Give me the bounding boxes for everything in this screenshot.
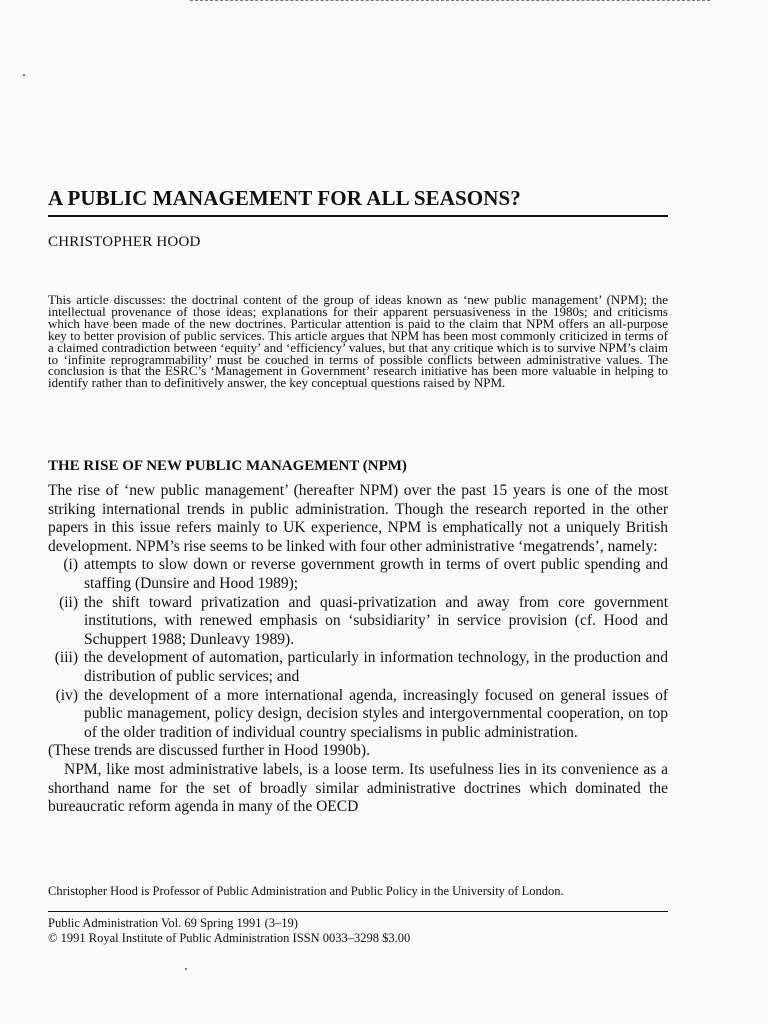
list-item-text: the development of automation, particularly in information technology, in the production and distribution of public services; and <box>84 649 668 685</box>
footer-rule <box>48 911 668 912</box>
list-item <box>48 687 668 743</box>
list-item-number: (iv) <box>55 686 78 704</box>
list-item-text: the shift toward privatization and quasi-privatization and away from core government institutions, with renewed emphasis on ‘subsidiarity’ in service provision (cf. Hood and Schuppert 1988; Dunleavy 1989). <box>84 593 668 648</box>
author-name: CHRISTOPHER HOOD <box>48 234 201 250</box>
article-title: A PUBLIC MANAGEMENT FOR ALL SEASONS? <box>48 186 521 210</box>
list-item-number: (i) <box>63 556 78 574</box>
journal-info <box>48 916 410 946</box>
journal-citation: Public Administration Vol. 69 Spring 1991 (3–19) <box>48 916 298 930</box>
list-item-number: (ii) <box>59 593 78 611</box>
article-body <box>48 482 668 817</box>
list-item <box>48 556 668 593</box>
megatrends-list <box>48 556 668 742</box>
title-rule <box>48 215 668 217</box>
abstract <box>48 294 668 389</box>
list-item-number: (iii) <box>54 649 78 667</box>
list-item-text: the development of a more international agenda, increasingly focused on general issues of public management, policy design, decision styles and intergovernmental cooperation, on top of the older tradition of individual country specialisms in public administration. <box>84 686 668 741</box>
copyright-notice: © 1991 Royal Institute of Public Administration ISSN 0033–3298 $3.00 <box>48 931 411 945</box>
scan-speck <box>23 74 25 76</box>
closing-paragraph: NPM, like most administrative labels, is a loose term. Its usefulness lies in its convenience as a shorthand name for the set of broadly similar administrative doctrines which dominated the bureaucratic reform agenda in many of the OECD <box>48 760 668 816</box>
list-item <box>48 649 668 686</box>
section-heading: THE RISE OF NEW PUBLIC MANAGEMENT (NPM) <box>48 458 407 474</box>
scan-top-edge <box>190 0 710 2</box>
author-footnote: Christopher Hood is Professor of Public Administration and Public Policy in the University of London. <box>48 884 564 898</box>
list-item <box>48 594 668 650</box>
scan-speck <box>185 968 187 970</box>
trends-note: (These trends are discussed further in Hood 1990b). <box>48 742 370 760</box>
list-item-text: attempts to slow down or reverse government growth in terms of overt public spending and staffing (Dunsire and Hood 1989); <box>84 556 668 592</box>
intro-paragraph: The rise of ‘new public management’ (hereafter NPM) over the past 15 years is one of the most striking international trends in public administration. Though the research reported in the other papers in this issue refers mainly to UK experience, NPM is emphatically not a uniquely British development. NPM’s rise seems to be linked with four other administrative ‘megatrends’, namely: <box>48 482 668 555</box>
abstract-text: This article discusses: the doctrinal content of the group of ideas known as ‘new public management’ (NPM); the intellectual provenance of those ideas; explanations for their apparent persuasiveness in the 1980s; and criticisms which have been made of the new doctrines. Particular attention is paid to the claim that NPM offers an all-purpose key to better provision of public services. This article argues that NPM has been most commonly criticized in terms of a claimed contradiction between ‘equity’ and ‘efficiency’ values, but that any critique which is to survive NPM’s claim to ‘infinite reprogrammability’ must be couched in terms of possible conflicts between administrative values. The conclusion is that the ESRC’s ‘Management in Government’ research initiative has been more valuable in helping to identify rather than to definitively answer, the key conceptual questions raised by NPM. <box>48 292 668 391</box>
